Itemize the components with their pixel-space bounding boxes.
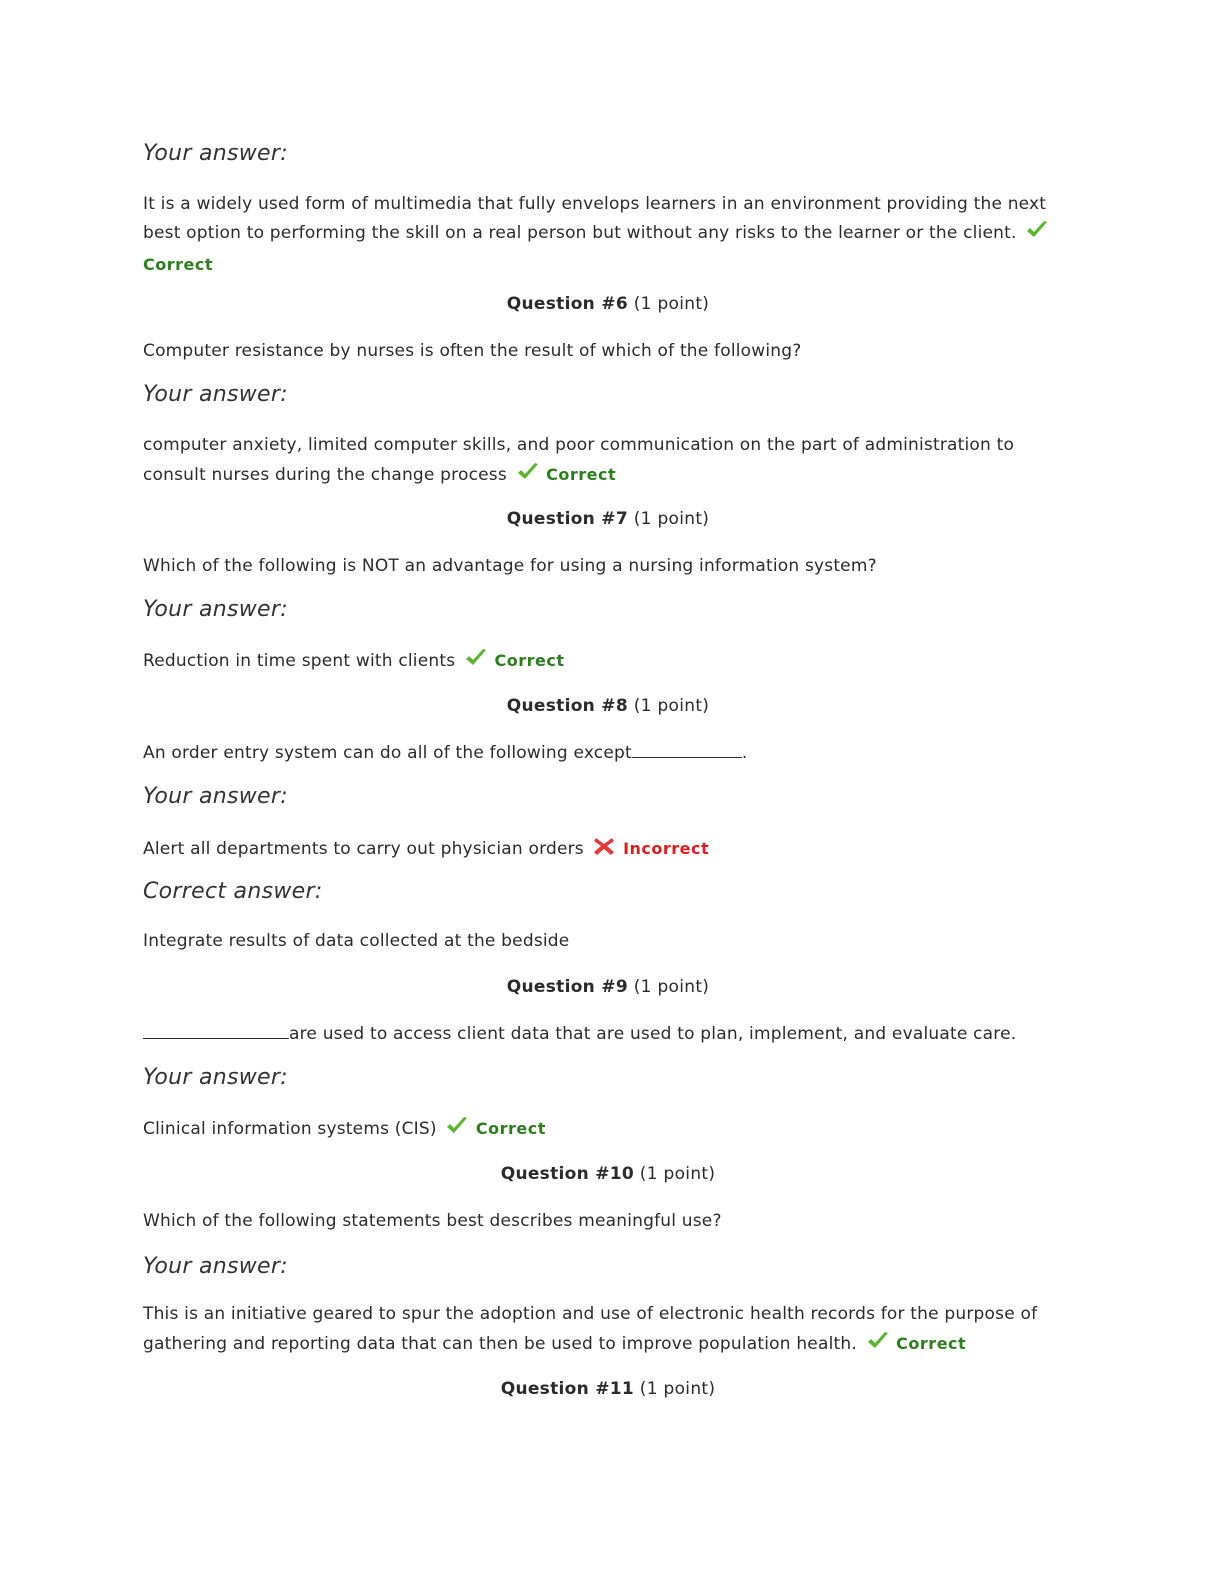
x-mark-icon: [593, 836, 615, 866]
question-points: (1 point): [633, 294, 710, 314]
checkmark-icon: [867, 1331, 889, 1361]
your-answer-label: Your answer:: [143, 382, 288, 407]
question-value: An order entry system can do all of the following except: [143, 743, 632, 763]
correct-badge: Correct: [896, 1334, 967, 1353]
question-value: are used to access client data that are used to plan, implement, and evaluate care.: [289, 1024, 1017, 1044]
answer-value: computer anxiety, limited computer skills, and poor communication on the part of administration to consult nurses during the change process: [143, 435, 1015, 485]
question-points: (1 point): [633, 977, 710, 997]
question-points: (1 point): [633, 509, 710, 529]
answer-text: [143, 1300, 1068, 1361]
correct-badge: Correct: [143, 255, 213, 274]
your-answer-label: Your answer:: [143, 1065, 288, 1090]
correct-badge: Correct: [546, 465, 617, 484]
answer-text: [143, 431, 1043, 492]
answer-text: [143, 834, 1073, 866]
answer-value: Alert all departments to carry out physician orders: [143, 839, 584, 859]
question-heading: [143, 1379, 1073, 1399]
question-text: Which of the following is NOT an advantage for using a nursing information system?: [143, 556, 877, 576]
fill-in-blank: [143, 1024, 289, 1039]
your-answer-label: Your answer:: [143, 1254, 288, 1279]
question-text: Computer resistance by nurses is often the result of which of the following?: [143, 341, 802, 361]
question-title: Question #11: [500, 1379, 635, 1399]
question-points: (1 point): [639, 1379, 716, 1399]
question-title: Question #9: [506, 977, 628, 997]
checkmark-icon: [1026, 220, 1048, 250]
incorrect-badge: Incorrect: [623, 839, 710, 858]
checkmark-icon: [446, 1116, 468, 1146]
fill-in-blank: [632, 743, 742, 758]
correct-answer-label: Correct answer:: [143, 879, 323, 904]
answer-text: [143, 646, 1073, 678]
question-text: [143, 739, 1073, 768]
question-points: (1 point): [639, 1164, 716, 1184]
checkmark-icon: [465, 648, 487, 678]
question-end: .: [741, 743, 748, 763]
your-answer-label: Your answer:: [143, 784, 288, 809]
correct-badge: Correct: [494, 651, 565, 670]
correct-answer-text: Integrate results of data collected at the bedside: [143, 931, 570, 951]
question-title: Question #7: [506, 509, 628, 529]
answer-text: [143, 1114, 1073, 1146]
question-heading: [143, 696, 1073, 716]
question-heading: [143, 509, 1073, 529]
answer-value: It is a widely used form of multimedia that fully envelops learners in an environment providing the next best option to performing the skill on a real person but without any risks to the learner or the client.: [143, 194, 1047, 243]
your-answer-label: Your answer:: [143, 597, 288, 622]
question-heading: [143, 294, 1073, 314]
answer-text: [143, 190, 1078, 280]
checkmark-icon: [517, 462, 539, 492]
question-title: Question #6: [506, 294, 628, 314]
question-text: Which of the following statements best describes meaningful use?: [143, 1211, 722, 1231]
question-heading: [143, 977, 1073, 997]
question-points: (1 point): [633, 696, 710, 716]
answer-value: This is an initiative geared to spur the adoption and use of electronic health records for the purpose of gathering and reporting data that can then be used to improve population health.: [143, 1304, 1038, 1354]
answer-value: Reduction in time spent with clients: [143, 651, 456, 671]
correct-badge: Correct: [475, 1119, 546, 1138]
your-answer-label: Your answer:: [143, 141, 288, 166]
question-heading: [143, 1164, 1073, 1184]
question-text: [143, 1020, 1073, 1049]
question-title: Question #10: [500, 1164, 635, 1184]
answer-value: Clinical information systems (CIS): [143, 1119, 437, 1139]
question-title: Question #8: [506, 696, 628, 716]
